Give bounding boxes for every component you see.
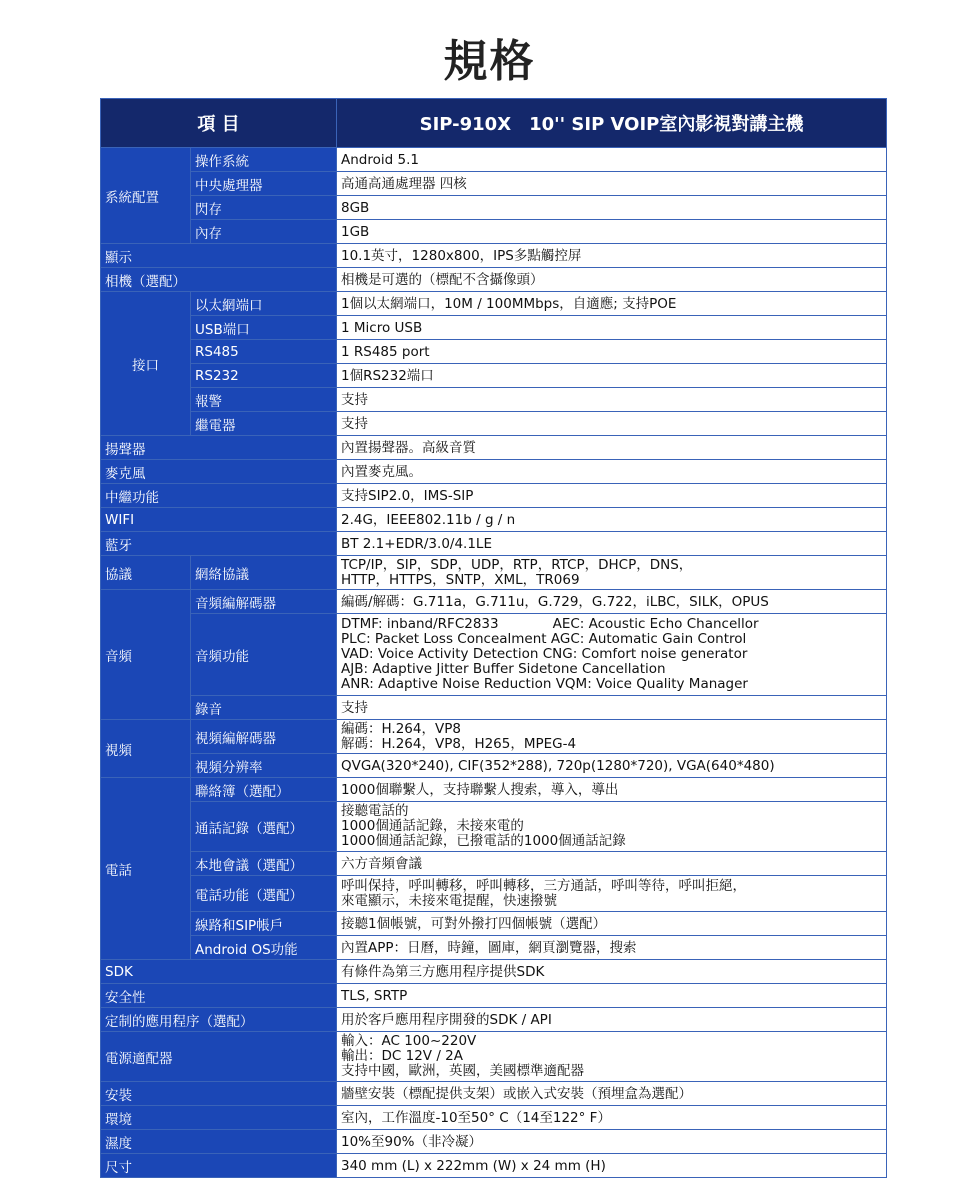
table-row [101,590,887,614]
table-row [101,532,887,556]
table-row [101,556,887,590]
spec-key: 閃存 [191,196,337,220]
spec-key: 安全性 [101,984,337,1008]
spec-key: 音頻編解碼器 [191,590,337,614]
spec-value: 1GB [337,220,887,244]
category-cell: 音頻 [101,590,191,720]
table-row [101,460,887,484]
spec-value [337,556,887,590]
spec-key: 環境 [101,1106,337,1130]
spec-value: 1個以太網端口，10M / 100MMbps，自適應; 支持POE [337,292,887,316]
spec-key: 網絡協議 [191,556,337,590]
category-cell: 接口 [101,292,191,436]
spec-value: Android 5.1 [337,148,887,172]
spec-value: 內置APP：日曆，時鐘，圖庫，網頁瀏覽器，搜索 [337,936,887,960]
spec-value: 用於客戶應用程序開發的SDK / API [337,1008,887,1032]
spec-key: 濕度 [101,1130,337,1154]
table-row [101,364,887,388]
table-row [101,244,887,268]
spec-value: 10.1英寸，1280x800，IPS多點觸控屏 [337,244,887,268]
spec-key: 錄音 [191,696,337,720]
spec-value: 編碼/解碼：G.711a，G.711u，G.729，G.722，iLBC，SILK，OPUS [337,590,887,614]
spec-value: 內置麥克風。 [337,460,887,484]
table-row [101,508,887,532]
spec-value [337,876,887,912]
spec-value: 相機是可選的（標配不含攝像頭） [337,268,887,292]
table-row [101,412,887,436]
spec-value: 牆壁安裝（標配提供支架）或嵌入式安裝（預埋盒為選配） [337,1082,887,1106]
spec-key: 視頻編解碼器 [191,720,337,754]
spec-key: 操作系統 [191,148,337,172]
spec-value: 支持 [337,412,887,436]
spec-key: 麥克風 [101,460,337,484]
spec-value: 內置揚聲器。高級音質 [337,436,887,460]
table-row [101,1106,887,1130]
table-row [101,1130,887,1154]
spec-value: 2.4G，IEEE802.11b / g / n [337,508,887,532]
table-row [101,936,887,960]
value-line: 輸入：AC 100~220V [341,1033,477,1049]
table-row [101,960,887,984]
spec-key: SDK [101,960,337,984]
value-line: VAD: Voice Activity Detection CNG: Comfort noise generator [341,646,748,662]
table-row [101,196,887,220]
table-row [101,1082,887,1106]
header-item: 項 目 [101,99,337,148]
table-row [101,388,887,412]
spec-key: 相機（選配） [101,268,337,292]
table-header-row [101,99,887,148]
value-line: HTTP，HTTPS，SNTP，XML，TR069 [341,571,580,588]
value-line: 1000個通話記錄，未接來電的 [341,818,524,834]
spec-value: QVGA(320*240), CIF(352*288), 720p(1280*720), VGA(640*480) [337,754,887,778]
value-line: 接聽電話的 [341,803,409,819]
spec-key: USB端口 [191,316,337,340]
spec-key: 音頻功能 [191,614,337,696]
spec-key: 揚聲器 [101,436,337,460]
table-row [101,148,887,172]
spec-key: 中央處理器 [191,172,337,196]
spec-value [337,720,887,754]
spec-key: 藍牙 [101,532,337,556]
spec-key: WIFI [101,508,337,532]
spec-value: 接聽1個帳號，可對外撥打四個帳號（選配） [337,912,887,936]
value-line: TCP/IP，SIP，SDP，UDP，RTP，RTCP，DHCP，DNS， [341,557,693,573]
table-row [101,614,887,696]
table-row [101,316,887,340]
spec-value: 室內，工作溫度-10至50° C（14至122° F） [337,1106,887,1130]
spec-value: BT 2.1+EDR/3.0/4.1LE [337,532,887,556]
category-cell: 視頻 [101,720,191,778]
spec-key: 顯示 [101,244,337,268]
spec-key: 定制的應用程序（選配） [101,1008,337,1032]
value-line: 編碼：H.264，VP8 [341,721,461,737]
table-row [101,912,887,936]
table-row [101,268,887,292]
table-row [101,802,887,852]
spec-value: 支持 [337,696,887,720]
table-row [101,340,887,364]
table-row [101,292,887,316]
spec-key: 以太網端口 [191,292,337,316]
spec-key: 報警 [191,388,337,412]
spec-key: 繼電器 [191,412,337,436]
value-line: 來電顯示，未接來電提醒，快速撥號 [341,892,557,909]
table-row [101,436,887,460]
table-row [101,1032,887,1082]
value-line: DTMF: inband/RFC2833 AEC: Acoustic Echo Chancellor [341,616,759,632]
header-product: SIP-910X 10'' SIP VOIP室內影視對講主機 [337,99,887,148]
spec-key: 電源適配器 [101,1032,337,1082]
spec-key: 尺寸 [101,1154,337,1178]
value-line: 支持中國，歐洲，英國，美國標準適配器 [341,1063,584,1079]
spec-value [337,614,887,696]
spec-value: TLS, SRTP [337,984,887,1008]
spec-key: RS232 [191,364,337,388]
table-row [101,484,887,508]
spec-key: 電話功能（選配） [191,876,337,912]
value-line: ANR: Adaptive Noise Reduction VQM: Voice Quality Manager [341,676,748,692]
category-cell: 協議 [101,556,191,590]
value-line: 解碼：H.264，VP8，H265，MPEG-4 [341,735,577,752]
spec-value: 1 Micro USB [337,316,887,340]
value-line: AJB: Adaptive Jitter Buffer Sidetone Cancellation [341,661,666,677]
spec-value: 六方音頻會議 [337,852,887,876]
spec-key: 中繼功能 [101,484,337,508]
value-line: 1000個通話記錄，已撥電話的1000個通話記錄 [341,833,626,849]
table-row [101,984,887,1008]
table-row [101,754,887,778]
value-line: PLC: Packet Loss Concealment AGC: Automatic Gain Control [341,631,747,647]
category-cell: 系統配置 [101,148,191,244]
spec-value [337,1032,887,1082]
table-row [101,720,887,754]
spec-key: 線路和SIP帳戶 [191,912,337,936]
table-row [101,876,887,912]
spec-value [337,802,887,852]
category-cell: 電話 [101,778,191,960]
value-line: 呼叫保持，呼叫轉移，呼叫轉移，三方通話，呼叫等待，呼叫拒絕， [341,878,746,894]
spec-value: 高通高通處理器 四核 [337,172,887,196]
table-row [101,696,887,720]
spec-key: 安裝 [101,1082,337,1106]
spec-key: 本地會議（選配） [191,852,337,876]
table-row [101,852,887,876]
spec-table [100,98,887,1178]
spec-key: 視頻分辨率 [191,754,337,778]
table-row [101,220,887,244]
spec-key: Android OS功能 [191,936,337,960]
spec-value: 1000個聯繫人，支持聯繫人搜索，導入，導出 [337,778,887,802]
spec-value: 1個RS232端口 [337,364,887,388]
spec-value: 支持SIP2.0，IMS-SIP [337,484,887,508]
table-row [101,1008,887,1032]
spec-key: RS485 [191,340,337,364]
page-title: 規格 [443,36,536,87]
spec-key: 聯絡簿（選配） [191,778,337,802]
table-row [101,778,887,802]
spec-value: 1 RS485 port [337,340,887,364]
value-line: 輸出：DC 12V / 2A [341,1048,463,1064]
spec-key: 內存 [191,220,337,244]
table-row [101,1154,887,1178]
spec-value: 有條件為第三方應用程序提供SDK [337,960,887,984]
spec-value: 支持 [337,388,887,412]
spec-value: 10%至90%（非冷凝） [337,1130,887,1154]
spec-value: 340 mm (L) x 222mm (W) x 24 mm (H) [337,1154,887,1178]
table-row [101,172,887,196]
spec-value: 8GB [337,196,887,220]
spec-key: 通話記錄（選配） [191,802,337,852]
